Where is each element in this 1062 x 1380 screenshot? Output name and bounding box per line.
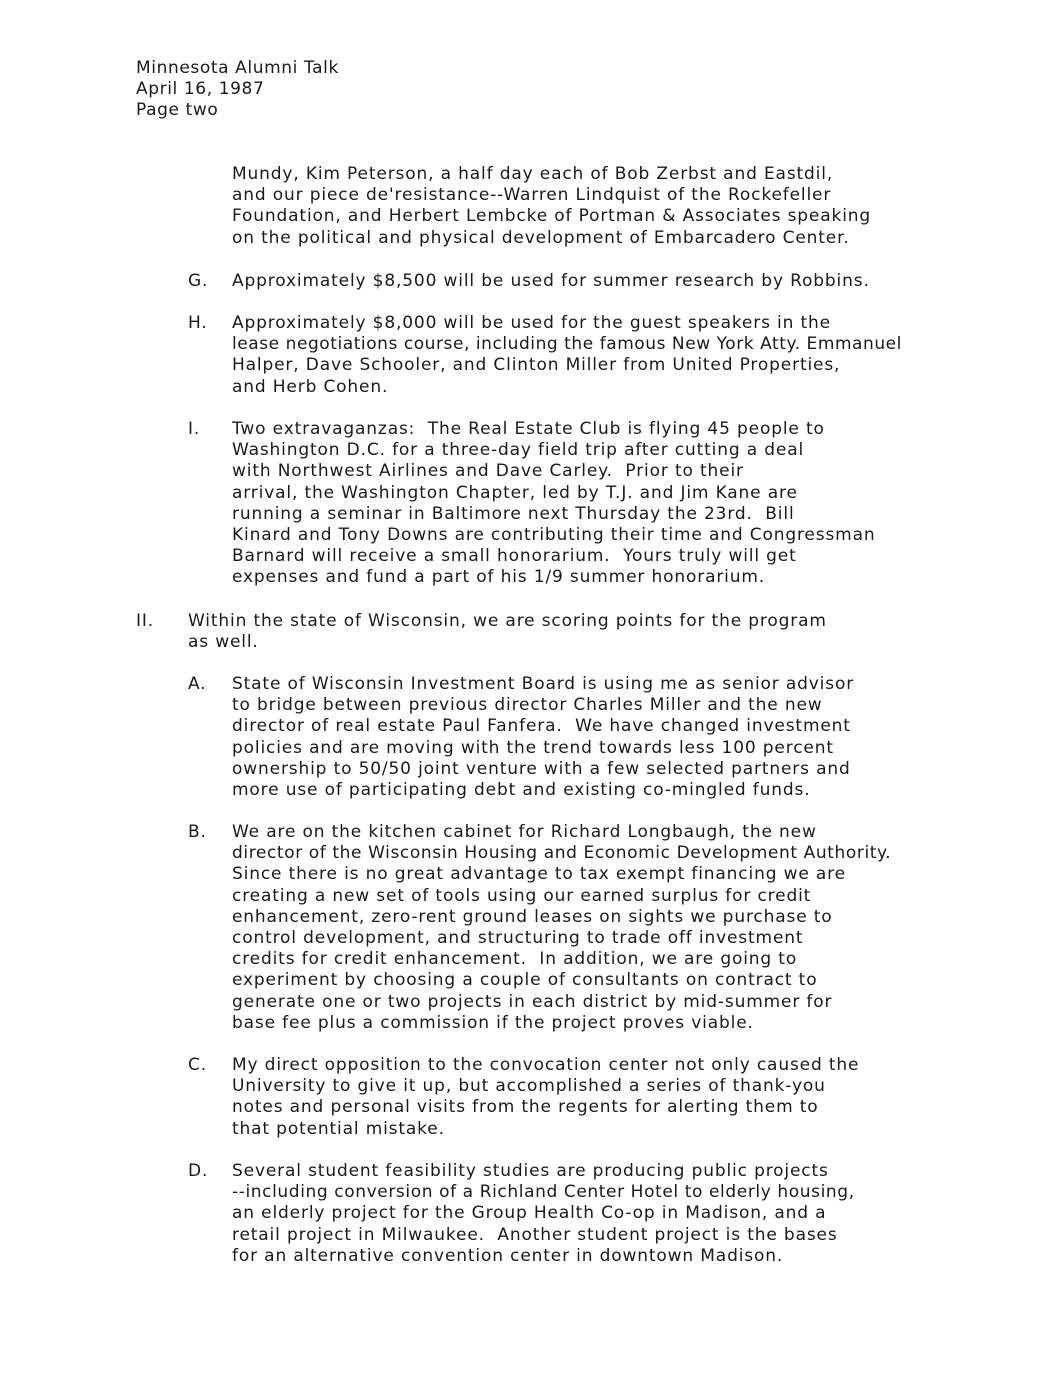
paragraph-line: creating a new set of tools using our earned surplus for credit: [232, 885, 812, 906]
paragraph-line: expenses and fund a part of his 1/9 summer honorarium.: [232, 567, 766, 588]
item-i-text: [232, 419, 875, 589]
item-a-marker: A.: [188, 674, 207, 694]
section-ii-marker: II.: [136, 611, 154, 631]
paragraph-line: Two extravaganzas: The Real Estate Club is flying 45 people to: [232, 419, 825, 439]
continued-paragraph: [232, 164, 871, 249]
paragraph-line: My direct opposition to the convocation center not only caused the: [232, 1055, 860, 1075]
paragraph-line: running a seminar in Baltimore next Thursday the 23rd. Bill: [232, 503, 795, 524]
paragraph-line: with Northwest Airlines and Dave Carley. Prior to their: [232, 461, 744, 482]
paragraph-line: notes and personal visits from the regents for alerting them to: [232, 1097, 819, 1118]
paragraph-line: lease negotiations course, including the famous New York Atty. Emmanuel: [232, 334, 902, 355]
paragraph-line: State of Wisconsin Investment Board is using me as senior advisor: [232, 674, 855, 694]
item-d-marker: D.: [188, 1161, 209, 1181]
item-b-text: [232, 822, 891, 1034]
paragraph-line: credits for credit enhancement. In addition, we are going to: [232, 949, 798, 970]
item-i-marker: I.: [188, 419, 201, 439]
paragraph-line: policies and are moving with the trend towards less 100 percent: [232, 737, 834, 758]
item-b-marker: B.: [188, 822, 207, 842]
paragraph-line: director of the Wisconsin Housing and Economic Development Authority.: [232, 843, 892, 864]
paragraph-line: Since there is no great advantage to tax exempt financing we are: [232, 864, 846, 885]
item-h-text: [232, 313, 902, 398]
paragraph-line: generate one or two projects in each district by mid-summer for: [232, 991, 833, 1012]
paragraph-line: Several student feasibility studies are producing public projects: [232, 1161, 829, 1181]
paragraph-line: and our piece de'resistance--Warren Lindquist of the Rockefeller: [232, 185, 832, 206]
paragraph-line: Washington D.C. for a three-day field trip after cutting a deal: [232, 440, 805, 461]
paragraph-line: experiment by choosing a couple of consultants on contract to: [232, 970, 818, 991]
item-g-text: [232, 271, 870, 292]
paragraph-line: University to give it up, but accomplished a series of thank-you: [232, 1076, 826, 1097]
paragraph-line: and Herb Cohen.: [232, 376, 389, 397]
paragraph-line: base fee plus a commission if the project proves viable.: [232, 1012, 754, 1033]
paragraph-line: as well.: [188, 632, 259, 653]
item-d-text: [232, 1161, 855, 1267]
header-date: April 16, 1987: [136, 79, 265, 99]
paragraph-line: an elderly project for the Group Health Co-op in Madison, and a: [232, 1203, 827, 1224]
paragraph-line: Barnard will receive a small honorarium. Yours truly will get: [232, 546, 797, 567]
item-c-marker: C.: [188, 1055, 207, 1075]
paragraph-line: Approximately $8,000 will be used for the guest speakers in the: [232, 313, 831, 333]
item-g-marker: G.: [188, 271, 209, 291]
header-title: Minnesota Alumni Talk: [136, 58, 339, 78]
header-page-number: Page two: [136, 100, 219, 120]
paragraph-line: Mundy, Kim Peterson, a half day each of Bob Zerbst and Eastdil,: [232, 164, 834, 184]
paragraph-line: ownership to 50/50 joint venture with a few selected partners and: [232, 758, 851, 779]
letter-header: [136, 58, 339, 121]
paragraph-line: Approximately $8,500 will be used for summer research by Robbins.: [232, 271, 870, 291]
paragraph-line: Halper, Dave Schooler, and Clinton Miller from United Properties,: [232, 355, 841, 376]
paragraph-line: We are on the kitchen cabinet for Richard Longbaugh, the new: [232, 822, 817, 842]
paragraph-line: director of real estate Paul Fanfera. We have changed investment: [232, 716, 851, 737]
paragraph-line: Kinard and Tony Downs are contributing their time and Congressman: [232, 525, 876, 546]
paragraph-line: Within the state of Wisconsin, we are scoring points for the program: [188, 611, 827, 631]
paragraph-line: control development, and structuring to trade off investment: [232, 928, 804, 949]
paragraph-line: on the political and physical development of Embarcadero Center.: [232, 227, 850, 248]
paragraph-line: more use of participating debt and existing co-mingled funds.: [232, 780, 811, 801]
paragraph-line: to bridge between previous director Charles Miller and the new: [232, 695, 823, 716]
paragraph-line: --including conversion of a Richland Center Hotel to elderly housing,: [232, 1182, 855, 1203]
paragraph-line: that potential mistake.: [232, 1118, 445, 1139]
paragraph-line: Foundation, and Herbert Lembcke of Portman & Associates speaking: [232, 206, 872, 227]
paragraph-line: retail project in Milwaukee. Another student project is the bases: [232, 1224, 838, 1245]
item-a-text: [232, 674, 854, 801]
item-c-text: [232, 1055, 859, 1140]
paragraph-line: for an alternative convention center in downtown Madison.: [232, 1245, 784, 1266]
item-h-marker: H.: [188, 313, 208, 333]
paragraph-line: enhancement, zero-rent ground leases on sights we purchase to: [232, 906, 833, 927]
paragraph-line: arrival, the Washington Chapter, led by T.J. and Jim Kane are: [232, 482, 798, 503]
section-ii-text: [188, 611, 827, 653]
